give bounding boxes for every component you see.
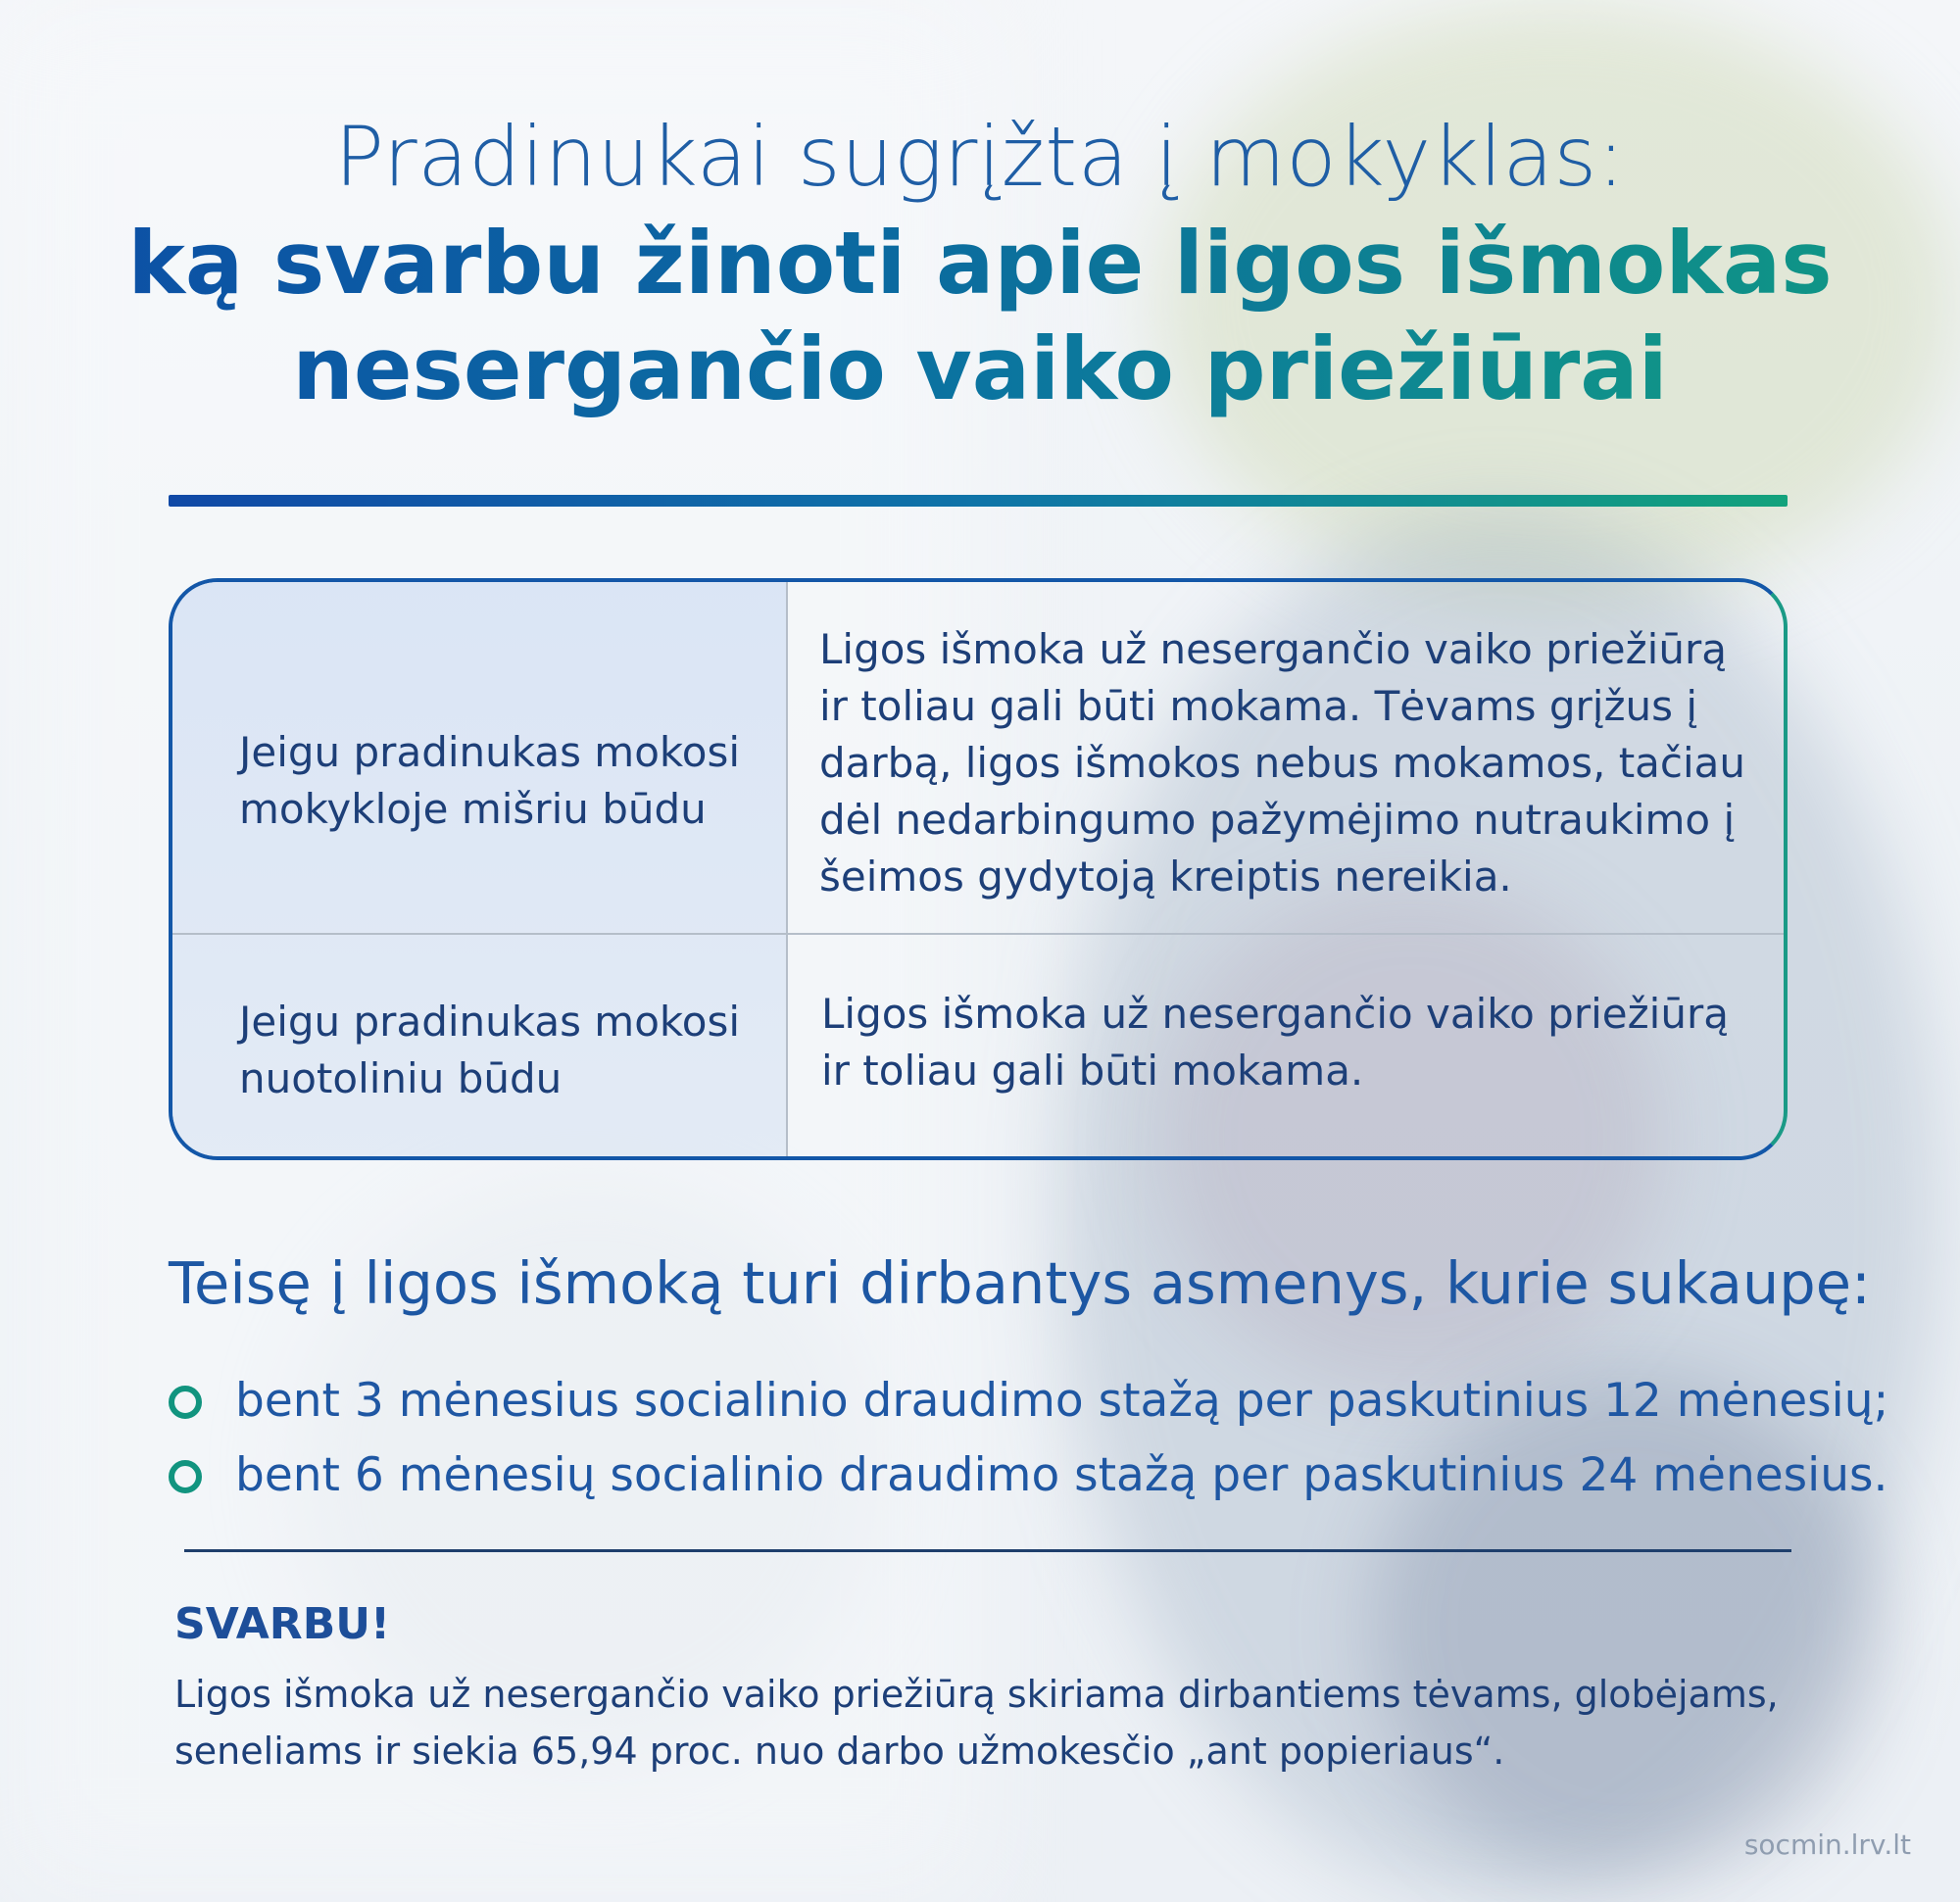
list-item-text: bent 3 mėnesius socialinio draudimo stažą per paskutinius 12 mėnesių;	[235, 1374, 1889, 1428]
column-divider	[786, 582, 788, 1156]
title-line-3: nesergančio vaiko priežiūrai	[0, 317, 1960, 422]
row-1-condition: Jeigu pradinukas mokosi mokykloje mišriu būdu	[239, 728, 740, 833]
circle-bullet-icon	[169, 1386, 202, 1419]
list-item	[169, 1364, 1888, 1439]
info-table	[169, 578, 1788, 1160]
circle-bullet-icon	[169, 1460, 202, 1493]
list-item	[169, 1439, 1888, 1513]
eligibility-list	[169, 1364, 1888, 1513]
title-divider	[169, 495, 1788, 507]
section-divider	[184, 1549, 1791, 1552]
title-line-2: ką svarbu žinoti apie ligos išmokas	[0, 211, 1960, 317]
row-divider	[172, 933, 1784, 935]
row-2-condition: Jeigu pradinukas mokosi nuotoliniu būdu	[239, 998, 740, 1102]
important-heading: SVARBU!	[174, 1599, 391, 1649]
important-text: Ligos išmoka už nesergančio vaiko priežiūrą skiriama dirbantiems tėvams, globėjams, seneliams ir siekia 65,94 proc. nuo darbo užmokesčio „ant popieriaus“.	[174, 1673, 1779, 1773]
site-url: socmin.lrv.lt	[1743, 1829, 1911, 1861]
row-1-info: Ligos išmoka už nesergančio vaiko priežiūrą ir toliau gali būti mokama. Tėvams grįžus į darbą, ligos išmokos nebus mokamos, tačiau dėl nedarbingumo pažymėjimo nutraukimo į šeimos gydytoją kreiptis nereikia.	[819, 625, 1746, 901]
list-item-text: bent 6 mėnesių socialinio draudimo stažą per paskutinius 24 mėnesius.	[235, 1448, 1888, 1502]
eligibility-heading: Teisę į ligos išmoką turi dirbantys asmenys, kurie sukaupę:	[169, 1249, 1871, 1317]
row-2-info: Ligos išmoka už nesergančio vaiko priežiūrą ir toliau gali būti mokama.	[821, 990, 1729, 1095]
title-line-1: Pradinukai sugrįžta į mokyklas:	[334, 109, 1626, 205]
page-title	[0, 103, 1960, 422]
